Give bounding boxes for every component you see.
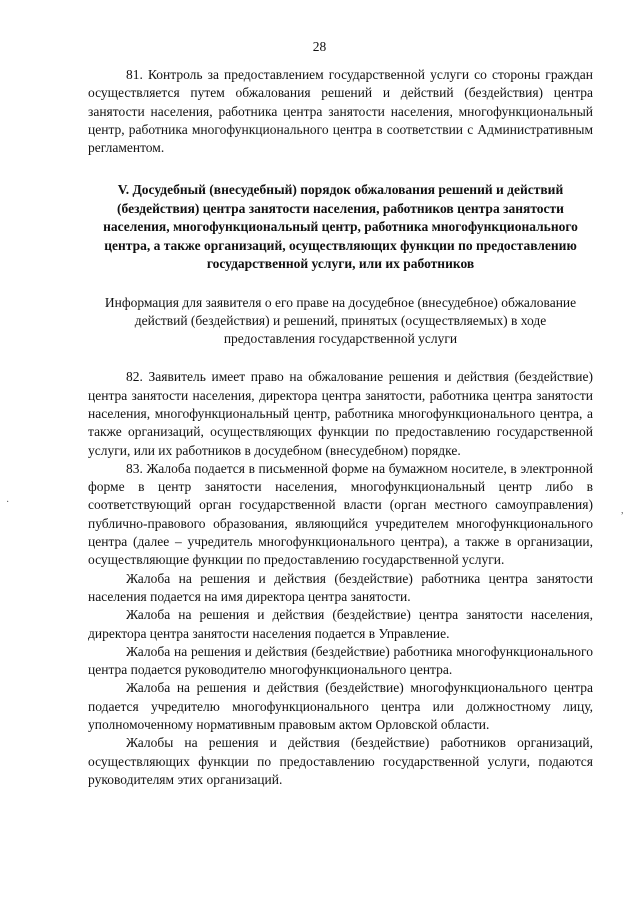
section-title: V. Досудебный (внесудебный) порядок обжалования решений и действий (бездействия) центра занятости населения, работников центра занятости населения, многофункциональный центр, работника многофункционального центра, а также организаций, осуществляющих функции по предоставлению государственной услуги, или их работников (103, 182, 578, 272)
paragraph-complaint-center: Жалоба на решения и действия (бездействие) центра занятости населения, директора центра занятости населения подается в Управление. (88, 607, 593, 641)
page-number: 28 (312, 39, 327, 54)
document-body (88, 66, 593, 789)
paragraph-complaint-mfc: Жалоба на решения и действия (бездействие) многофункционального центра подается учредителю многофункционального центра или должностному лицу, уполномоченному нормативным правовым актом Орловской области. (88, 680, 593, 733)
subsection-subtitle: Информация для заявителя о его праве на досудебное (внесудебное) обжалование действий (бездействия) и решений, принятых (осуществляемых) в ходе предоставления государственной услуги (104, 294, 577, 347)
paragraph-83: 83. Жалоба подается в письменной форме на бумажном носителе, в электронной форме в центр занятости населения, многофункциональный центр либо в соответствующий орган государственной власти (орган местного самоуправления) публично-правового образования, являющийся учредителем многофункционального центра (далее – учредитель многофункционального центра), а также в организации, осуществляющие функции по предоставлению государственной услуги. (88, 460, 593, 568)
scan-speck: , (621, 505, 624, 516)
paragraph-complaint-mfc-employee: Жалоба на решения и действия (бездействие) работника многофункционального центра подается руководителю многофункционального центра. (88, 643, 593, 678)
scan-speck: · (6, 497, 10, 508)
paragraph-complaint-organizations: Жалобы на решения и действия (бездействие) работников организаций, осуществляющих функции по предоставлению государственной услуги, подаются руководителям этих организаций. (88, 735, 593, 787)
paragraph-81: 81. Контроль за предоставлением государственной услуги со стороны граждан осуществляется путем обжалования решений и действий (бездействия) центра занятости населения, работника центра занятости населения, многофункциональный центр, работника многофункционального центра в соответствии с Административным регламентом. (88, 67, 593, 156)
spacer (88, 348, 593, 368)
paragraph-complaint-employee: Жалоба на решения и действия (бездействие) работника центра занятости населения подается на имя директора центра занятости. (88, 570, 593, 604)
paragraph-82: 82. Заявитель имеет право на обжалование решения и действия (бездействие) центра занятости населения, директора центра занятости, работника центра занятости населения, многофункциональный центр, работника многофункционального центра, а также организаций, осуществляющих функции по предоставлению государственной услуги, или их работников в досудебном (внесудебном) порядке. (88, 369, 593, 458)
